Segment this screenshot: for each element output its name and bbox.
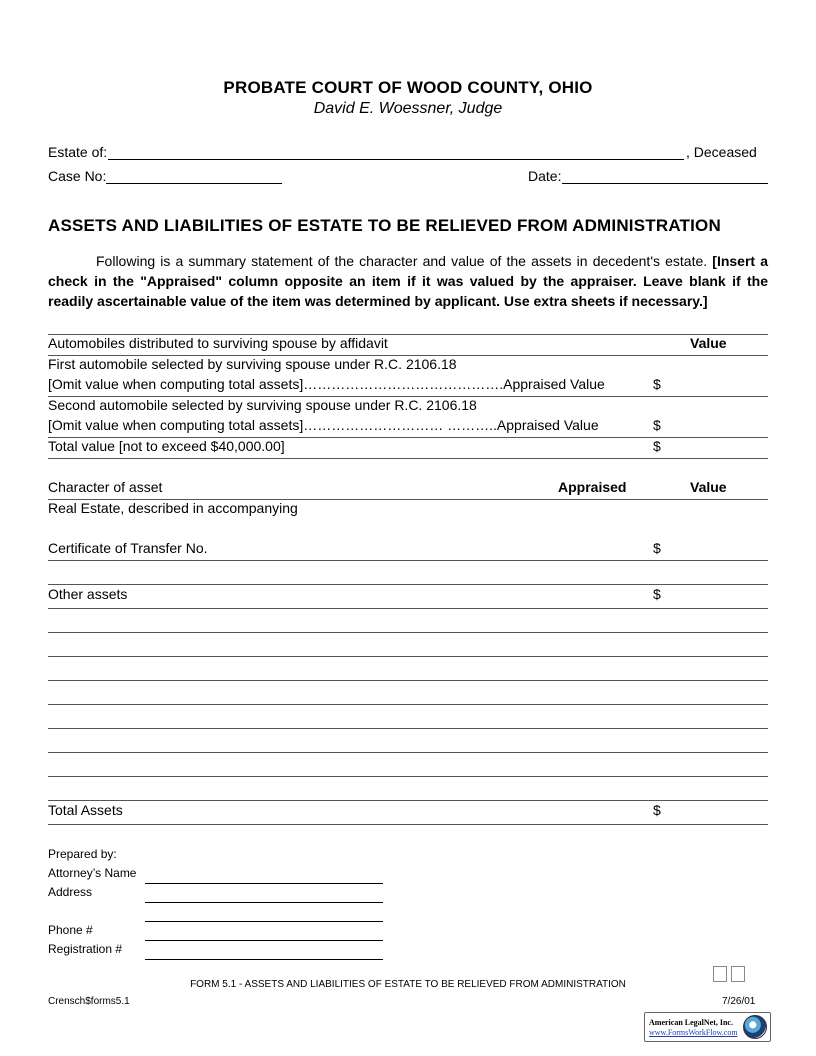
estate-label: Estate of: — [48, 144, 108, 160]
second-automobile-currency: $ — [653, 417, 661, 433]
total-assets-label: Total Assets — [48, 802, 123, 818]
asset-entry-line[interactable] — [48, 608, 768, 609]
form-title: ASSETS AND LIABILITIES OF ESTATE TO BE RELIEVED FROM ADMINISTRATION — [48, 216, 721, 235]
real-estate-currency: $ — [653, 540, 661, 556]
automobiles-header: Automobiles distributed to surviving spouse by affidavit — [48, 335, 388, 351]
address-field-2[interactable] — [145, 921, 383, 922]
character-column-header: Character of asset — [48, 479, 163, 495]
registration-label: Registration # — [48, 942, 123, 956]
asset-entry-line[interactable] — [48, 752, 768, 753]
date-field[interactable] — [562, 183, 768, 184]
automobiles-total-label: Total value [not to exceed $40,000.00] — [48, 438, 285, 454]
asset-entry-line[interactable] — [48, 776, 768, 777]
divider — [48, 824, 768, 825]
registration-field[interactable] — [145, 959, 383, 960]
attorney-name-label: Attorney’s Name — [48, 866, 137, 880]
second-automobile-line1: Second automobile selected by surviving spouse under R.C. 2106.18 — [48, 397, 477, 413]
phone-label: Phone # — [48, 923, 93, 937]
first-automobile-line1: First automobile selected by surviving spouse under R.C. 2106.18 — [48, 356, 457, 372]
other-assets-label: Other assets — [48, 586, 128, 602]
asset-entry-line[interactable] — [48, 800, 768, 801]
divider — [48, 560, 768, 561]
date-label: Date: — [528, 168, 562, 184]
globe-icon — [743, 1015, 767, 1039]
intro-plain-text: Following is a summary statement of the character and value of the assets in decedent's estate. — [96, 253, 708, 269]
value-column-header: Value — [690, 335, 727, 351]
court-title: PROBATE COURT OF WOOD COUNTY, OHIO — [223, 78, 593, 97]
prepared-by-label: Prepared by: — [48, 847, 117, 861]
asset-entry-line[interactable] — [48, 656, 768, 657]
second-automobile-line2: [Omit value when computing total assets]………………………… ………..Appraised Value — [48, 417, 599, 433]
first-automobile-currency: $ — [653, 376, 661, 392]
first-automobile-line2: [Omit value when computing total assets]…………………………………….Appraised Value — [48, 376, 605, 392]
judge-name: David E. Woessner, Judge — [313, 100, 503, 117]
footer-file-id: Crensch$forms5.1 — [48, 996, 130, 1007]
publisher-name: American LegalNet, Inc. — [649, 1018, 733, 1027]
asset-entry-line[interactable] — [48, 728, 768, 729]
certificate-label: Certificate of Transfer No. — [48, 540, 208, 556]
publisher-logo[interactable] — [644, 1012, 771, 1042]
intro-paragraph — [48, 251, 768, 311]
other-assets-currency: $ — [653, 586, 661, 602]
real-estate-label: Real Estate, described in accompanying — [48, 500, 298, 516]
divider — [48, 458, 768, 459]
intro-instructions: [Insert a check in the "Appraised" column opposite an item if it was valued by the appraiser. Leave blank if the readily ascertainable value of the item was determined by applicant. Use extra sheets if necessary.] — [48, 253, 768, 309]
address-label: Address — [48, 885, 93, 899]
appraised-column-header: Appraised — [558, 479, 627, 495]
footer-date: 7/26/01 — [722, 996, 756, 1007]
divider — [48, 584, 768, 585]
total-assets-currency: $ — [653, 802, 661, 818]
attorney-name-field[interactable] — [145, 883, 383, 884]
asset-entry-line[interactable] — [48, 632, 768, 633]
phone-field[interactable] — [145, 940, 383, 941]
estate-field[interactable] — [108, 159, 684, 160]
address-field[interactable] — [145, 902, 383, 903]
publisher-url[interactable]: www.FormsWorkFlow.com — [649, 1028, 738, 1037]
asset-entry-line[interactable] — [48, 704, 768, 705]
value-column-header: Value — [690, 479, 727, 495]
asset-entry-line[interactable] — [48, 680, 768, 681]
case-number-field[interactable] — [106, 183, 282, 184]
automobiles-total-currency: $ — [653, 438, 661, 454]
case-label: Case No: — [48, 168, 107, 184]
footer-form-title: FORM 5.1 - ASSETS AND LIABILITIES OF ESTATE TO BE RELIEVED FROM ADMINISTRATION — [190, 979, 626, 990]
deceased-label: , Deceased — [686, 144, 757, 160]
